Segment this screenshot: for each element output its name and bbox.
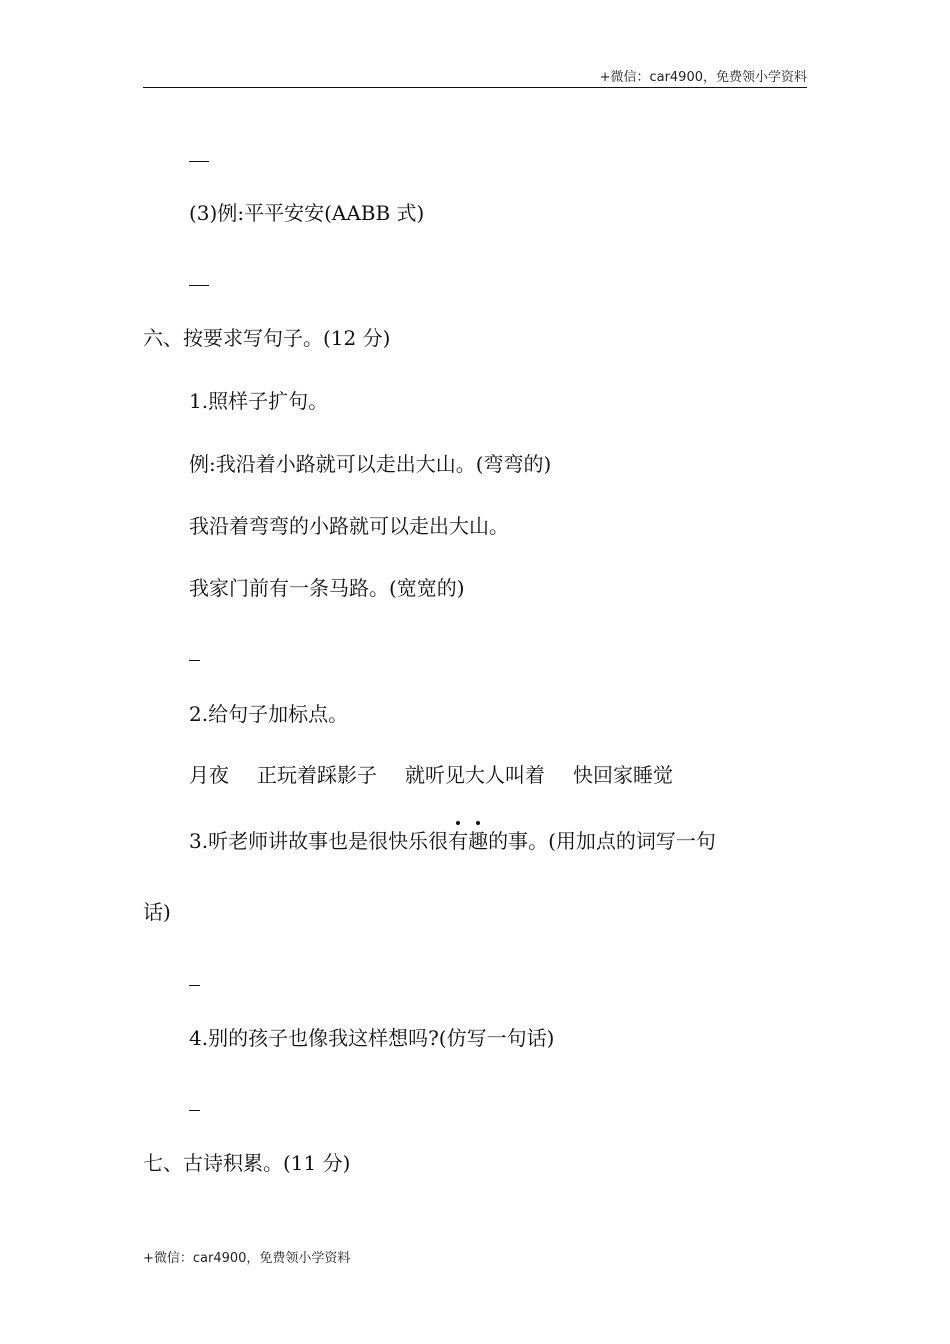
s6-q2-part: 月夜: [189, 763, 229, 787]
s6-q3-text-before: 3.听老师讲故事也是很快乐很: [189, 829, 449, 853]
answer-blank-line[interactable]: [189, 161, 209, 162]
s6-q1-example: 例:我沿着小路就可以走出大山。(弯弯的): [189, 452, 552, 476]
footer-watermark-text: +微信：car4900，免费领小学资料: [143, 1251, 351, 1266]
answer-blank-line[interactable]: [189, 285, 209, 286]
q5-item-3: (3)例:平平安安(AABB 式): [189, 201, 425, 225]
emphasis-dot-char: 趣: [468, 829, 489, 853]
s6-q1-task: 我家门前有一条马路。(宽宽的): [189, 576, 465, 600]
answer-blank-line[interactable]: [189, 1110, 200, 1111]
s6-q2-part: 快回家睡觉: [573, 763, 673, 787]
section-7-title: 七、古诗积累。(11 分): [143, 1151, 351, 1175]
s6-q2-part: 正玩着踩影子: [257, 763, 377, 787]
emphasis-dot-char: 有: [448, 829, 469, 853]
s6-q2-sentence: [189, 761, 673, 789]
header-divider: [143, 87, 807, 88]
answer-blank-line[interactable]: [189, 985, 200, 986]
section-6-title: 六、按要求写句子。(12 分): [143, 326, 391, 350]
answer-blank-line[interactable]: [189, 660, 200, 661]
header-watermark-text: +微信：car4900，免费领小学资料: [599, 70, 807, 85]
s6-q3-continuation: 话): [143, 900, 171, 924]
s6-question-3: [189, 827, 716, 855]
s6-q2-part: 就听见大人叫着: [405, 763, 545, 787]
s6-question-1: 1.照样子扩句。: [189, 389, 329, 413]
s6-question-4: 4.别的孩子也像我这样想吗?(仿写一句话): [189, 1026, 555, 1050]
s6-question-2: 2.给句子加标点。: [189, 702, 349, 726]
s6-q1-example-answer: 我沿着弯弯的小路就可以走出大山。: [189, 514, 509, 538]
s6-q3-text-after: 的事。(用加点的词写一句: [488, 829, 716, 853]
